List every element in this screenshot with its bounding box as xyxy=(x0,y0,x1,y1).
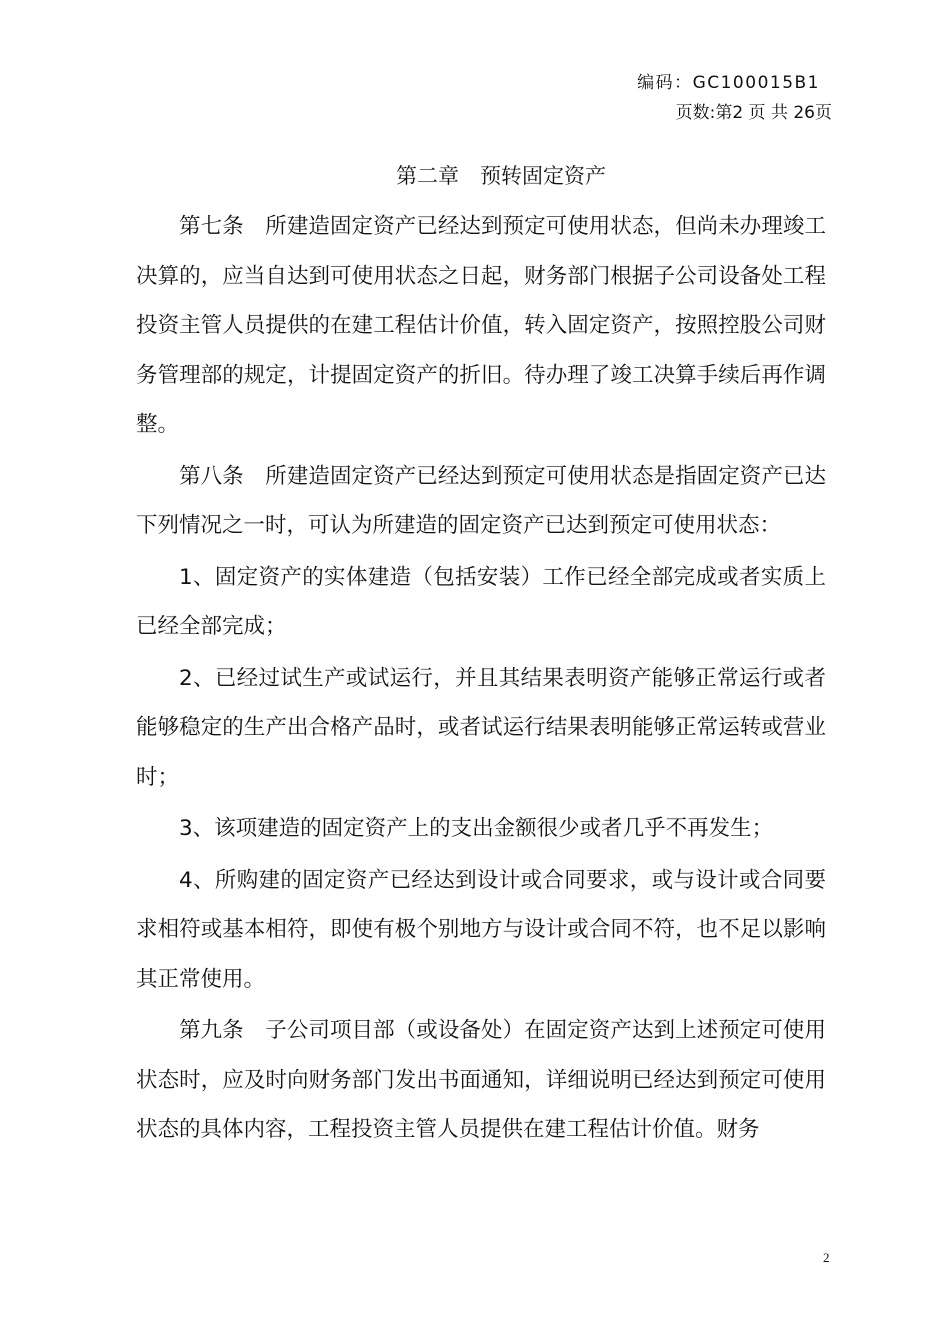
article-9-paragraph: 第九条 子公司项目部（或设备处）在固定资产达到上述预定可使用状态时，应及时向财务部门发出书面通知，详细说明已经达到预定可使用状态的具体内容，工程投资主管人员提供在建工程估计价值。财务 xyxy=(136,1018,826,1142)
condition-3-paragraph: 3、该项建造的固定资产上的支出金额很少或者几乎不再发生； xyxy=(179,816,774,841)
condition-1-paragraph: 1、固定资产的实体建造（包括安装）工作已经全部完成或者实质上已经全部完成； xyxy=(136,564,826,639)
page-count: 页数:第2 页 共 26页 xyxy=(675,103,832,123)
condition-4-paragraph: 4、所购建的固定资产已经达到设计或合同要求，或与设计或合同要求相符或基本相符，即使有极个别地方与设计或合同不符，也不足以影响其正常使用。 xyxy=(136,867,826,992)
article-7-paragraph: 第七条 所建造固定资产已经达到预定可使用状态，但尚未办理竣工决算的，应当自达到可使用状态之日起，财务部门根据子公司设备处工程投资主管人员提供的在建工程估计价值，转入固定资产，按照控股公司财务管理部的规定，计提固定资产的折旧。待办理了竣工决算手续后再作调整。 xyxy=(136,214,826,437)
document-body xyxy=(136,202,826,1155)
chapter-title: 第二章 预转固定资产 xyxy=(396,164,606,188)
condition-2-paragraph: 2、已经过试生产或试运行，并且其结果表明资产能够正常运行或者能够稳定的生产出合格产品时，或者试运行结果表明能够正常运转或营业时； xyxy=(136,665,826,790)
article-8-paragraph: 第八条 所建造固定资产已经达到预定可使用状态是指固定资产已达下列情况之一时，可认为所建造的固定资产已达到预定可使用状态： xyxy=(136,463,826,538)
document-code: 编码：GC100015B1 xyxy=(637,73,820,93)
footer-page-number: 2 xyxy=(823,1250,830,1265)
